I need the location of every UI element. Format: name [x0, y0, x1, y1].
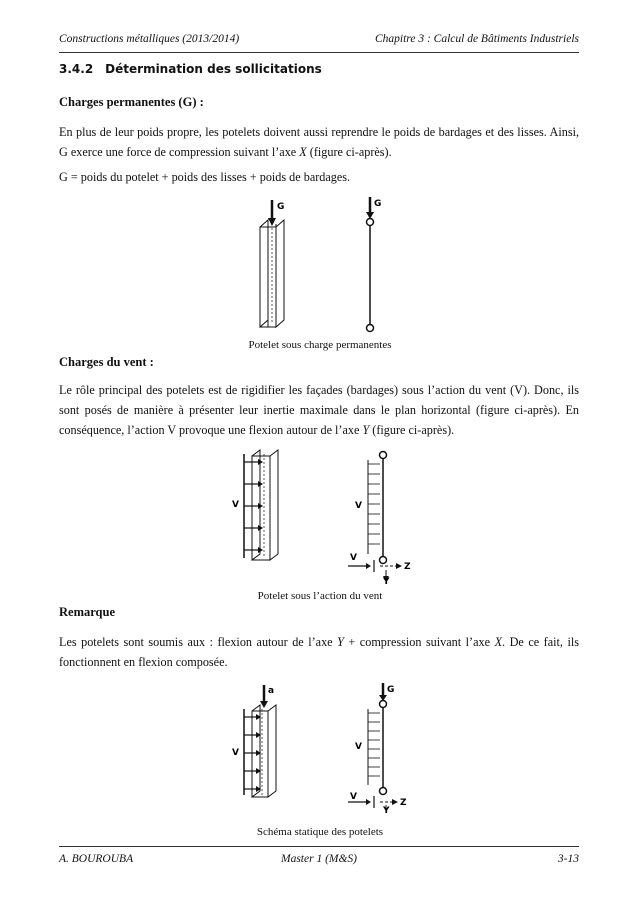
permanent-text-b: (figure ci-après).	[306, 145, 392, 159]
wind-text-b: (figure ci-après).	[369, 423, 455, 437]
wind-load-figure	[228, 448, 418, 584]
permanent-heading: Charges permanentes (G) :	[59, 95, 204, 109]
axis-x: X	[299, 145, 307, 159]
scheme-label-g: G	[374, 199, 382, 209]
footer-page-number: 3-13	[557, 853, 579, 865]
scheme-label-v: V	[355, 742, 362, 752]
remark-text-a: Les potelets sont soumis aux : flexion autour de l’axe	[59, 635, 338, 649]
header-rule	[59, 52, 579, 53]
distributed-load	[368, 464, 380, 544]
wind-text-a: Le rôle principal des potelets est de rigidifier les façades (bardages) sous l’action du vent (V). Donc, ils sont posés de manière à présenter leur inertie maximale dans le plan horizontal (figure ci-après). En conséquence, l’action V provoque une flexion autour de l’axe	[59, 383, 579, 437]
remark-text-mid: + compression suivant l’axe	[343, 635, 495, 649]
axis-label-v: V	[350, 792, 357, 802]
column-3d-drawing	[244, 705, 276, 797]
remark-axis-y: Y	[337, 635, 344, 649]
remark-text-b: . De ce fait, ils fonctionnent en flexion composée.	[59, 635, 579, 669]
remark-paragraph	[59, 632, 579, 672]
label-v: V	[232, 500, 239, 510]
header-left: Constructions métalliques (2013/2014)	[59, 33, 240, 45]
bottom-hinge	[367, 325, 374, 332]
permanent-caption: Potelet sous charge permanentes	[248, 339, 392, 351]
section-title	[59, 62, 322, 76]
wind-caption: Potelet sous l’action du vent	[257, 590, 383, 602]
permanent-paragraph	[59, 122, 579, 162]
permanent-formula: G = poids du potelet + poids des lisses + poids de bardages.	[59, 170, 351, 184]
footer-left: A. BOUROUBA	[59, 853, 134, 865]
header-right: Chapitre 3 : Calcul de Bâtiments Industriels	[374, 33, 579, 45]
scheme-caption: Schéma statique des potelets	[256, 826, 384, 838]
axis-label-y: Y	[383, 577, 390, 584]
column-3d-drawing	[260, 220, 284, 327]
permanent-text-a: En plus de leur poids propre, les potelets doivent aussi reprendre le poids de bardages et des lisses. Ainsi, G exerce une force de compression suivant l’axe	[59, 125, 579, 159]
remark-axis-x: X	[494, 635, 503, 649]
footer-rule	[59, 846, 579, 847]
label-g: G	[277, 202, 285, 212]
wind-paragraph	[59, 380, 579, 440]
wind-heading: Charges du vent :	[59, 355, 154, 369]
permanent-load-figure	[240, 192, 400, 337]
section-number: 3.4.2	[59, 62, 94, 76]
scheme-label-g: G	[387, 685, 395, 695]
footer-center: Master 1 (M&S)	[280, 853, 357, 865]
axis-y: Y	[362, 423, 370, 437]
top-hinge	[380, 452, 387, 459]
label-v: V	[232, 748, 239, 758]
scheme-label-v: V	[355, 501, 362, 511]
axis-label-z: Z	[400, 798, 407, 808]
section-title-text: Détermination des sollicitations	[105, 62, 322, 76]
remark-heading: Remarque	[59, 605, 116, 619]
wind-arrows	[244, 462, 258, 550]
top-hinge	[367, 219, 374, 226]
bottom-hinge	[380, 557, 387, 564]
axis-label-z: Z	[404, 562, 411, 572]
axis-label-y: Y	[383, 806, 390, 813]
axis-label-v: V	[350, 553, 357, 563]
static-scheme-figure	[228, 683, 418, 813]
label-g-small: a	[268, 686, 275, 696]
